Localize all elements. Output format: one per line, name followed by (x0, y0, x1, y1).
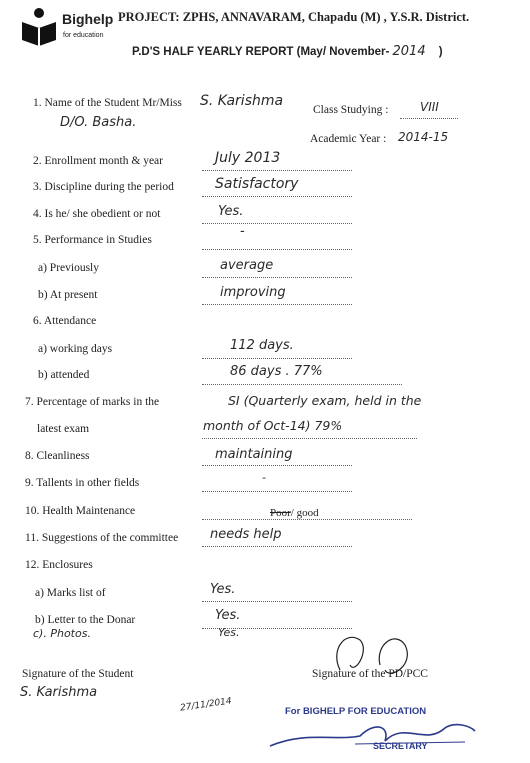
q11-label: 11. Suggestions of the committee (25, 532, 179, 544)
q9-value: - (262, 471, 266, 484)
q10-label: 10. Health Maintenance (25, 505, 136, 517)
project-title: PROJECT: ZPHS, ANNAVARAM, Chapadu (M) , Y.S.R. District. (118, 10, 470, 24)
q5b-dots (202, 304, 352, 305)
report-title-close: ) (438, 46, 443, 58)
q5a-dots (202, 277, 352, 278)
q5-dots (202, 249, 352, 250)
q1-value: S. Karishma (200, 93, 284, 109)
q4-value: Yes. (218, 204, 244, 219)
q10-value (270, 507, 319, 519)
q2-value: July 2013 (215, 150, 281, 166)
q6a-value: 112 days. (230, 338, 294, 353)
q5a-value: average (220, 258, 274, 273)
q3-value: Satisfactory (215, 176, 299, 192)
q7-dots (202, 438, 417, 439)
q6b-label: b) attended (38, 369, 90, 381)
student-signature: S. Karishma (20, 685, 98, 700)
q9-label: 9. Tallents in other fields (25, 477, 140, 489)
q8-value: maintaining (215, 447, 293, 462)
q12a-value: Yes. (210, 582, 236, 597)
class-value: VIII (420, 100, 439, 114)
q2-label: 2. Enrollment month & year (33, 155, 163, 167)
q5b-label: b) At present (38, 289, 98, 301)
q3-label: 3. Discipline during the period (33, 181, 174, 193)
q8-dots (202, 465, 352, 466)
q1-label: 1. Name of the Student Mr/Miss (33, 97, 182, 109)
class-dots (400, 118, 458, 119)
q11-value: needs help (210, 527, 282, 542)
report-title-text: P.D'S HALF YEARLY REPORT (May/ November- (132, 46, 390, 58)
academic-label: Academic Year : (310, 133, 387, 145)
q7-value-line1: SI (Quarterly exam, held in the (228, 393, 422, 408)
q4-dots (202, 223, 352, 224)
class-label: Class Studying : (313, 104, 389, 116)
q7-label-line1: 7. Percentage of marks in the (25, 396, 160, 408)
q5a-label: a) Previously (38, 262, 100, 274)
q7-label-line2: latest exam (37, 423, 90, 435)
q12-label: 12. Enclosures (25, 559, 93, 571)
q2-dots (202, 170, 352, 171)
logo-subtitle: for education (63, 32, 104, 39)
q5b-value: improving (220, 285, 286, 300)
q6a-label: a) working days (38, 343, 113, 355)
q6b-value: 86 days . 77% (230, 364, 323, 379)
pd-signature-label: Signature of the PD/PCC (312, 668, 428, 680)
q8-label: 8. Cleanliness (25, 450, 90, 462)
q4-label: 4. Is he/ she obedient or not (33, 208, 161, 220)
q12c-label: c). Photos. (33, 627, 91, 640)
logo (18, 6, 60, 46)
report-title (132, 44, 443, 59)
stamp-role: SECRETARY (373, 741, 428, 751)
stamp-organization: For BIGHELP FOR EDUCATION (285, 706, 427, 717)
q5-label: 5. Performance in Studies (33, 234, 152, 246)
book-reader-icon (18, 6, 60, 46)
q12a-dots (202, 601, 352, 602)
q9-dots (202, 491, 352, 492)
q7-value-line2: month of Oct-14) 79% (203, 418, 343, 433)
q6b-dots (202, 384, 402, 385)
q5-value: - (240, 224, 245, 239)
q12a-label: a) Marks list of (35, 587, 106, 599)
academic-value: 2014-15 (398, 130, 449, 144)
logo-name: Bighelp (62, 11, 114, 27)
q6-label: 6. Attendance (33, 315, 97, 327)
report-year: 2014 (392, 44, 426, 59)
q12b-label: b) Letter to the Donar (35, 614, 136, 626)
q6a-dots (202, 358, 352, 359)
q10-poor: Poor (270, 507, 291, 519)
q10-dots (202, 519, 412, 520)
q10-good: / good (290, 507, 319, 519)
q12c-value: Yes. (218, 626, 240, 639)
student-signature-label: Signature of the Student (22, 668, 134, 680)
q12b-value: Yes. (215, 608, 241, 623)
date-value: 27/11/2014 (179, 696, 233, 714)
q11-dots (202, 546, 352, 547)
q3-dots (202, 196, 352, 197)
parent-value: D/O. Basha. (60, 115, 137, 130)
